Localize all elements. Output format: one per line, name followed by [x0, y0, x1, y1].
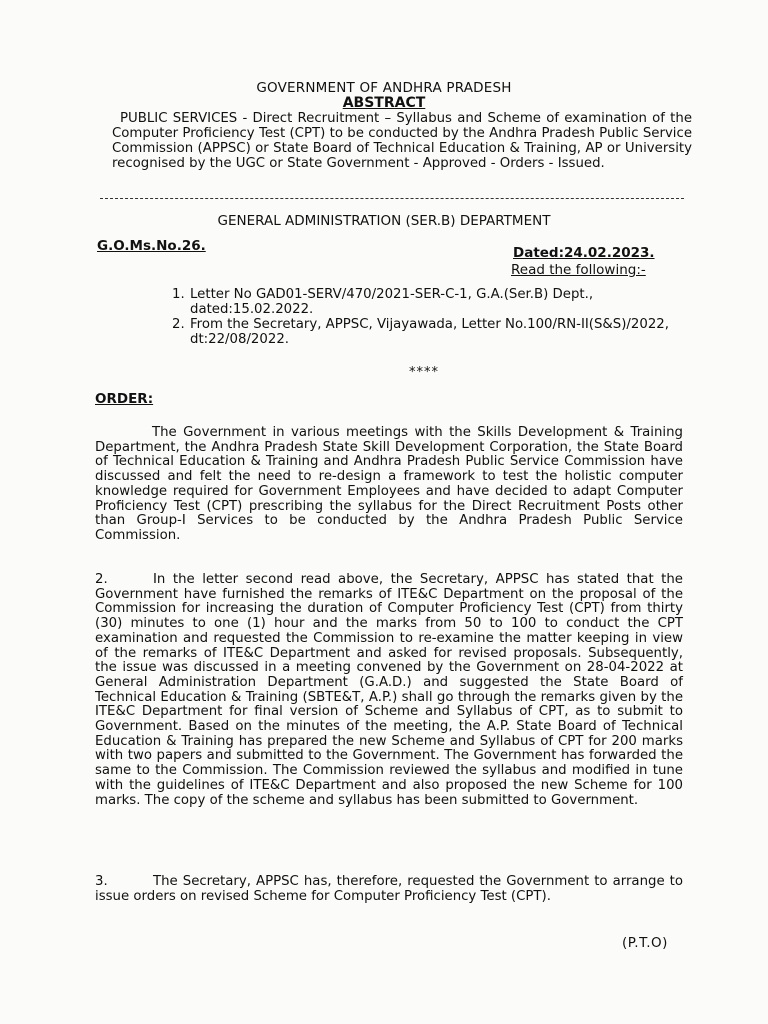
pto-label: (P.T.O) — [622, 935, 668, 951]
reference-text: From the Secretary, APPSC, Vijayawada, Letter No.100/RN-II(S&S)/2022, dt:22/08/2022. — [190, 317, 669, 347]
reference-number: 2. — [172, 317, 185, 332]
order-heading: ORDER: — [95, 391, 154, 407]
reference-text: Letter No GAD01-SERV/470/2021-SER-C-1, G.A.(Ser.B) Dept., dated:15.02.2022. — [190, 287, 594, 317]
paragraph-number: 2. — [95, 572, 108, 587]
paragraph-text: The Government in various meetings with the Skills Development & Training Department, the Andhra Pradesh State Skill Development Corporation, the State Board of Technical Education & Training and Andhra Pradesh Public Service Commission have discussed and felt the need to re-design a framework to test the holistic computer knowledge required for Government Employees and have decided to adapt Computer Proficiency Test (CPT) prescribing the syllabus for the Direct Recruitment Posts other than Group-I Services to be conducted by the Andhra Pradesh Public Service Commission. — [95, 425, 683, 543]
read-following-label: Read the following:- — [511, 262, 646, 278]
abstract-heading: ABSTRACT — [342, 95, 426, 111]
subject-text: PUBLIC SERVICES - Direct Recruitment – Syllabus and Scheme of examination of the Computer Proficiency Test (CPT) to be conducted by the Andhra Pradesh Public Service Commission (APPSC) or State Board of Technical Education & Training, AP or University recognised by the UGC or State Government - Approved - Orders - Issued. — [112, 111, 692, 171]
reference-item — [172, 287, 702, 317]
order-paragraph-1 — [95, 426, 683, 544]
department-heading: GENERAL ADMINISTRATION (SER.B) DEPARTMENT — [217, 213, 551, 229]
order-paragraph-2 — [95, 573, 683, 808]
separator-text: **** — [409, 365, 439, 380]
reference-number: 1. — [172, 287, 185, 302]
paragraph-text: In the letter second read above, the Secretary, APPSC has stated that the Government have furnished the remarks of ITE&C Department on the proposal of the Commission for increasing the duration of Computer Proficiency Test (CPT) from thirty (30) minutes to one (1) hour and the marks from 50 to 100 to conduct the CPT examination and requested the Commission to re-examine the matter keeping in view of the remarks of ITE&C Department and asked for revised proposals. Subsequently, the issue was discussed in a meeting convened by the Government on 28-04-2022 at General Administration Department (G.A.D.) and suggested the State Board of Technical Education & Training (SBTE&T, A.P.) shall go through the remarks given by the ITE&C Department for final version of Scheme and Syllabus of CPT, as to submit to Government. Based on the minutes of the meeting, the A.P. State Board of Technical Education & Training has prepared the new Scheme and Syllabus of CPT for 200 marks with two papers and submitted to the Government. The Government has forwarded the same to the Commission. The Commission reviewed the syllabus and modified in tune with the guidelines of ITE&C Department and also proposed the new Scheme for 100 marks. The copy of the scheme and syllabus has been submitted to Government. — [95, 572, 683, 808]
references-list — [172, 287, 702, 347]
paragraph-text: The Secretary, APPSC has, therefore, requested the Government to arrange to issue orders on revised Scheme for Computer Proficiency Test (CPT). — [95, 874, 683, 904]
dashed-divider — [100, 198, 684, 199]
go-number: G.O.Ms.No.26. — [97, 238, 206, 254]
order-paragraph-3 — [95, 875, 683, 904]
government-heading: GOVERNMENT OF ANDHRA PRADESH — [256, 80, 512, 96]
dated-label: Dated:24.02.2023. — [513, 245, 655, 261]
reference-item — [172, 317, 702, 347]
separator-stars — [0, 365, 768, 380]
paragraph-number: 3. — [95, 874, 108, 889]
